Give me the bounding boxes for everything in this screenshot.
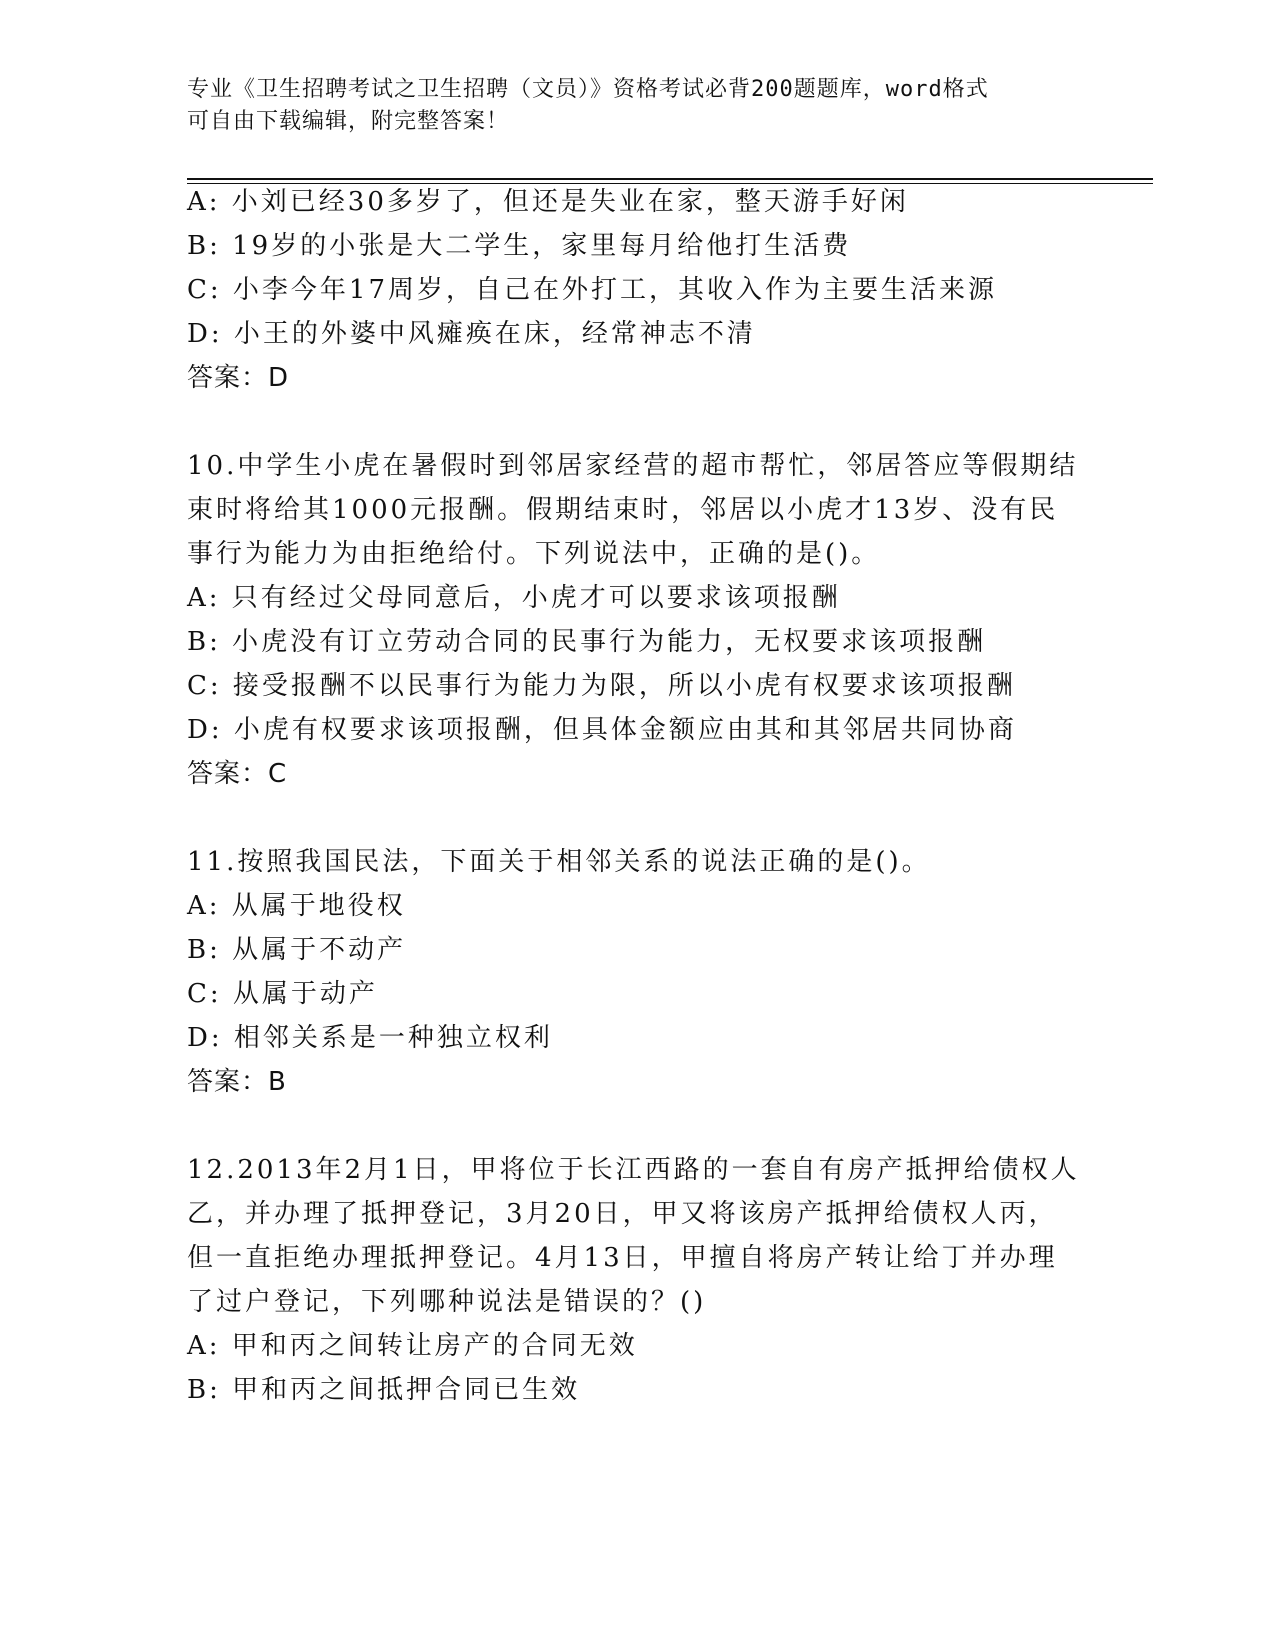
- header-divider-thick: [187, 178, 1153, 180]
- q12-stem-line-1: 12.2013年2月1日，甲将位于长江西路的一套自有房产抵押给债权人: [187, 1155, 1080, 1185]
- q11-answer: 答案：B: [187, 1067, 287, 1097]
- q9-option-c: C: 小李今年17周岁，自己在外打工，其收入作为主要生活来源: [187, 275, 998, 305]
- header-divider-thin: [187, 183, 1153, 184]
- q12-option-a: A: 甲和丙之间转让房产的合同无效: [187, 1331, 638, 1361]
- q12-stem-line-4: 了过户登记，下列哪种说法是错误的？(): [187, 1287, 707, 1317]
- q9-option-d: D: 小王的外婆中风瘫痪在床，经常神志不清: [187, 319, 756, 349]
- q11-stem-line-1: 11.按照我国民法，下面关于相邻关系的说法正确的是()。: [187, 847, 931, 877]
- header-line-2: 可自由下载编辑，附完整答案！: [187, 109, 510, 134]
- q11-option-c: C: 从属于动产: [187, 979, 378, 1009]
- q9-option-a: A: 小刘已经30多岁了，但还是失业在家，整天游手好闲: [187, 187, 909, 217]
- q10-option-b: B: 小虎没有订立劳动合同的民事行为能力，无权要求该项报酬: [187, 627, 987, 657]
- q10-option-c: C: 接受报酬不以民事行为能力为限，所以小虎有权要求该项报酬: [187, 671, 1016, 701]
- q10-stem-line-1: 10.中学生小虎在暑假时到邻居家经营的超市帮忙，邻居答应等假期结: [187, 451, 1079, 481]
- q9-option-b: B: 19岁的小张是大二学生，家里每月给他打生活费: [187, 231, 852, 261]
- q11-option-d: D: 相邻关系是一种独立权利: [187, 1023, 553, 1053]
- q9-answer: 答案：D: [187, 363, 290, 393]
- q12-stem-line-3: 但一直拒绝办理抵押登记。4月13日，甲擅自将房产转让给丁并办理: [187, 1243, 1058, 1273]
- q12-option-b: B: 甲和丙之间抵押合同已生效: [187, 1375, 581, 1405]
- q10-stem-line-2: 束时将给其1000元报酬。假期结束时，邻居以小虎才13岁、没有民: [187, 495, 1059, 525]
- q10-stem-line-3: 事行为能力为由拒绝给付。下列说法中，正确的是()。: [187, 539, 881, 569]
- q10-option-a: A: 只有经过父母同意后，小虎才可以要求该项报酬: [187, 583, 841, 613]
- q11-option-a: A: 从属于地役权: [187, 891, 406, 921]
- q11-option-b: B: 从属于不动产: [187, 935, 407, 965]
- q10-option-d: D: 小虎有权要求该项报酬，但具体金额应由其和其邻居共同协商: [187, 715, 1017, 745]
- header-line-1: 专业《卫生招聘考试之卫生招聘（文员）》资格考试必背200题题库，word格式: [187, 77, 989, 102]
- q12-stem-line-2: 乙，并办理了抵押登记，3月20日，甲又将该房产抵押给债权人丙，: [187, 1199, 1058, 1229]
- q10-answer: 答案：C: [187, 759, 288, 789]
- document-header: [187, 74, 1087, 138]
